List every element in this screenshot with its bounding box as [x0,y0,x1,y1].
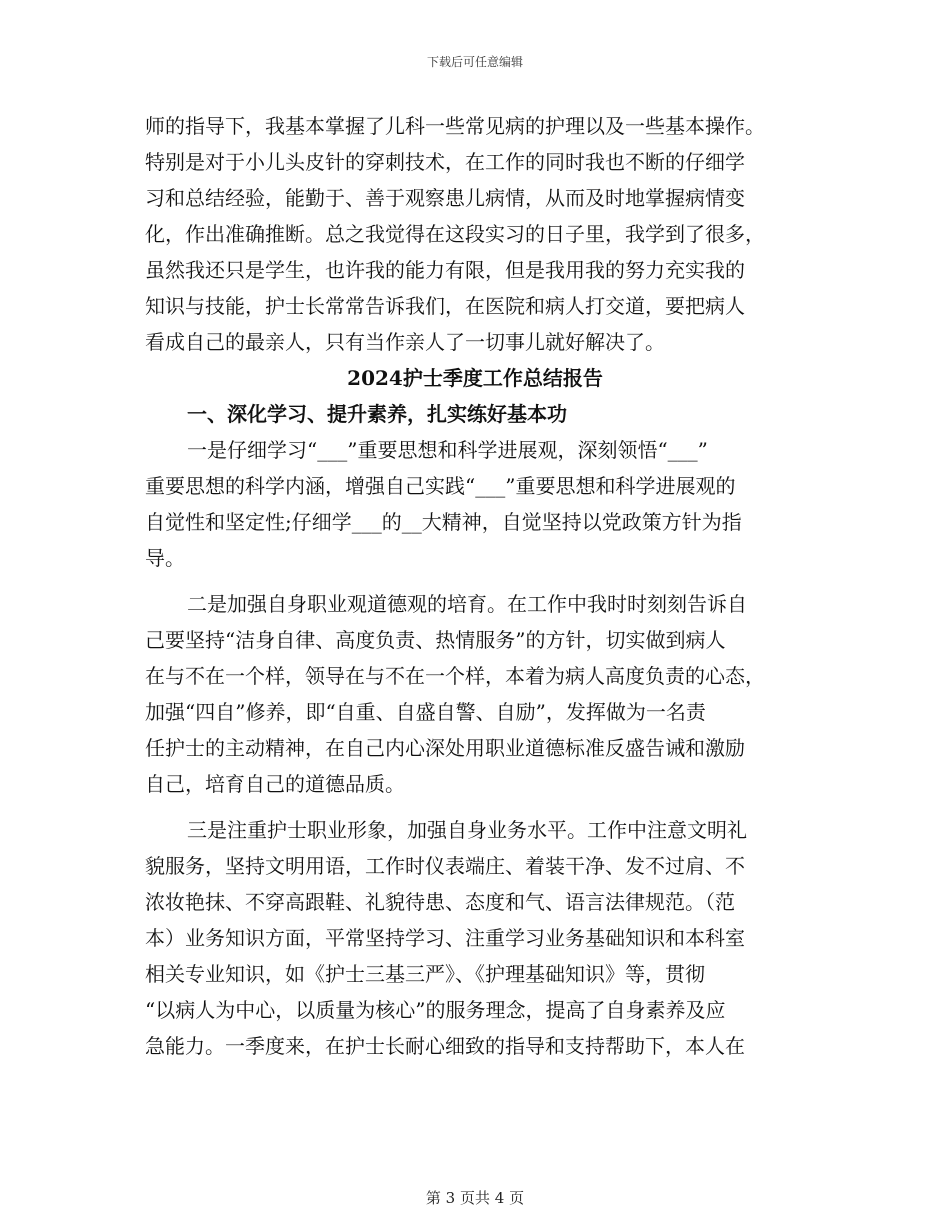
text-line: 相关专业知识，如《护士三基三严》、《护理基础知识》等，贯彻 [145,962,705,986]
text-line: 自觉性和坚定性;仔细学___的__大精神，自觉坚持以党政策方针为指 [145,510,742,534]
paragraph-study [145,432,805,576]
paragraph-professional-image [145,812,805,1064]
paragraph-continuation [145,108,805,360]
text-line: 重要思想的科学内涵，增强自己实践“___”重要思想和科学进展观的 [145,474,736,498]
text-line: 在与不在一个样，领导在与不在一个样，本着为病人高度负责的心态， [145,664,765,688]
document-title: 2024护士季度工作总结报告 [347,366,603,390]
text-line: 特别是对于小儿头皮针的穿刺技术，在工作的同时我也不断的仔细学 [145,150,745,174]
page-footer: 第 3 页共 4 页 [425,1189,525,1207]
section-heading: 一、深化学习、提升素养，扎实练好基本功 [187,402,567,426]
text-line: 任护士的主动精神，在自己内心深处用职业道德标准反盛告诫和激励 [145,736,745,760]
text-line: 加强“四自”修养，即“自重、自盛自警、自励”，发挥做为一名责 [145,700,706,724]
text-line: 习和总结经验，能勤于、善于观察患儿病情，从而及时地掌握病情变 [145,186,745,210]
text-line: 知识与技能，护士长常常告诉我们，在医院和病人打交道，要把病人 [145,294,745,318]
text-line: 看成自己的最亲人，只有当作亲人了一切事儿就好解决了。 [145,330,665,354]
text-line: 师的指导下，我基本掌握了儿科一些常见病的护理以及一些基本操作。 [145,114,765,138]
text-line: “以病人为中心，以质量为核心”的服务理念，提高了自身素养及应 [145,998,726,1022]
page-header: 下载后可任意编辑 [426,55,523,69]
text-line: 本）业务知识方面，平常坚持学习、注重学习业务基础知识和本科室 [145,926,745,950]
text-line: 一是仔细学习“___”重要思想和科学进展观，深刻领悟“___” [187,438,708,462]
text-line: 导。 [145,546,185,570]
text-line: 虽然我还只是学生，也许我的能力有限，但是我用我的努力充实我的 [145,258,745,282]
document-body [145,108,805,1064]
text-line: 浓妆艳抹、不穿高跟鞋、礼貌待患、态度和气、语言法律规范。（范 [145,890,735,914]
text-line: 急能力。一季度来，在护士长耐心细致的指导和支持帮助下，本人在 [145,1034,745,1058]
text-line: 自己，培育自己的道德品质。 [145,772,405,796]
paragraph-ethics [145,586,805,802]
text-line: 化，作出准确推断。总之我觉得在这段实习的日子里，我学到了很多， [145,222,765,246]
text-line: 二是加强自身职业观道德观的培育。在工作中我时时刻刻告诉自 [187,592,747,616]
text-line: 三是注重护士职业形象，加强自身业务水平。工作中注意文明礼 [187,818,747,842]
text-line: 貌服务，坚持文明用语，工作时仪表端庄、着装干净、发不过肩、不 [145,854,745,878]
text-line: 己要坚持“洁身自律、高度负责、热情服务”的方针，切实做到病人 [145,628,726,652]
